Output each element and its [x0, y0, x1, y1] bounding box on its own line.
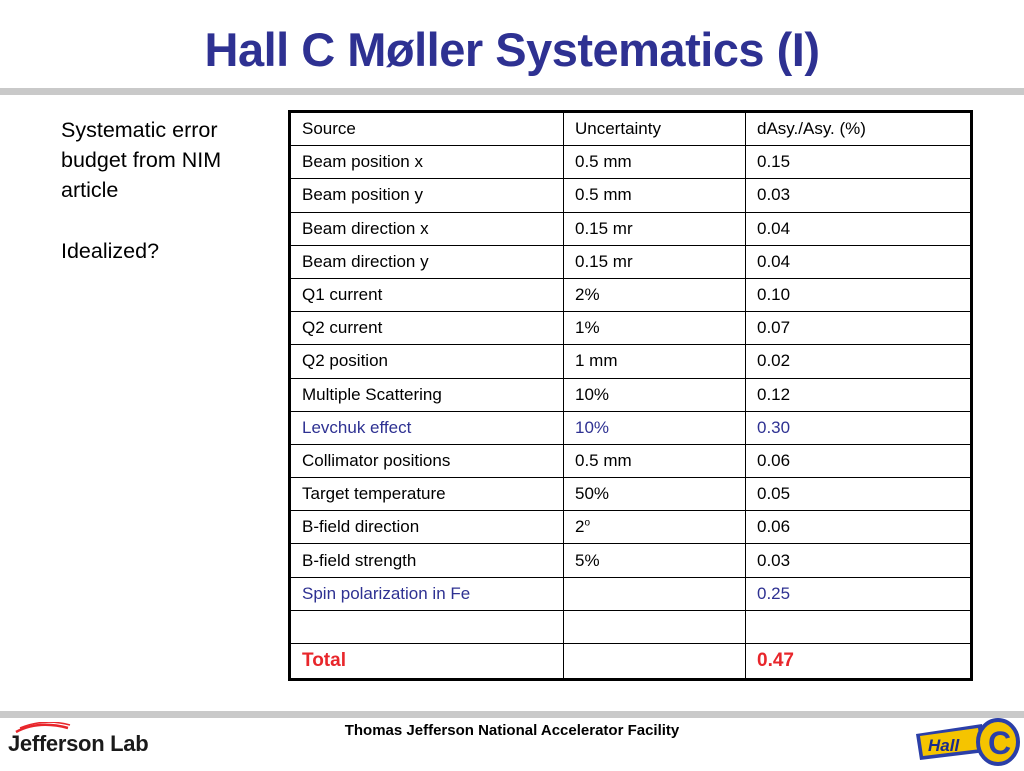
cell-uncertainty: 5%	[564, 544, 746, 577]
cell-source: Beam position y	[290, 179, 564, 212]
hall-c-logo	[912, 718, 1020, 766]
hall-c-logo-icon	[912, 718, 1020, 766]
cell-source: Q2 current	[290, 312, 564, 345]
table-row	[290, 511, 972, 544]
side-note-line: article	[61, 178, 119, 202]
cell-dasy: 0.04	[746, 212, 972, 245]
cell-source: B-field direction	[290, 511, 564, 544]
cell-dasy: 0.15	[746, 146, 972, 179]
jefferson-lab-text: Jefferson Lab	[8, 731, 149, 756]
cell-source: Q1 current	[290, 278, 564, 311]
cell-uncertainty: 2%	[564, 278, 746, 311]
cell-source: Beam direction y	[290, 245, 564, 278]
cell-uncertainty	[564, 643, 746, 679]
cell-source: Q2 position	[290, 345, 564, 378]
table-header-row	[290, 112, 972, 146]
cell-source: Levchuk effect	[290, 411, 564, 444]
cell-uncertainty	[564, 610, 746, 643]
top-divider	[0, 88, 1024, 95]
cell-uncertainty: 0.15 mr	[564, 212, 746, 245]
cell-source	[290, 610, 564, 643]
cell-uncertainty: 50%	[564, 478, 746, 511]
cell-uncertainty	[564, 511, 746, 544]
footer-facility-name: Thomas Jefferson National Accelerator Facility	[344, 722, 680, 739]
cell-dasy: 0.06	[746, 444, 972, 477]
cell-uncertainty	[564, 577, 746, 610]
table-row	[290, 478, 972, 511]
cell-uncertainty: 1%	[564, 312, 746, 345]
cell-source: Beam direction x	[290, 212, 564, 245]
header-dasy: dAsy./Asy. (%)	[746, 112, 972, 146]
cell-uncertainty: 0.5 mm	[564, 179, 746, 212]
table-row-total	[290, 643, 972, 679]
cell-dasy: 0.06	[746, 511, 972, 544]
cell-uncertainty: 0.5 mm	[564, 444, 746, 477]
table-row-highlight	[290, 411, 972, 444]
cell-dasy: 0.03	[746, 179, 972, 212]
header-uncertainty: Uncertainty	[564, 112, 746, 146]
side-note-line: budget from NIM	[61, 148, 222, 172]
cell-source: Target temperature	[290, 478, 564, 511]
cell-source: Beam position x	[290, 146, 564, 179]
cell-uncertainty: 0.5 mm	[564, 146, 746, 179]
degree-value: 2	[575, 517, 585, 537]
cell-dasy: 0.25	[746, 577, 972, 610]
table-row	[290, 179, 972, 212]
table-row	[290, 212, 972, 245]
cell-dasy: 0.10	[746, 278, 972, 311]
cell-dasy: 0.02	[746, 345, 972, 378]
cell-dasy: 0.30	[746, 411, 972, 444]
svg-text:Hall: Hall	[928, 736, 960, 755]
cell-uncertainty: 10%	[564, 411, 746, 444]
cell-source: Collimator positions	[290, 444, 564, 477]
table-row	[290, 278, 972, 311]
cell-uncertainty: 0.15 mr	[564, 245, 746, 278]
cell-dasy: 0.07	[746, 312, 972, 345]
table-row-empty	[290, 610, 972, 643]
cell-dasy: 0.04	[746, 245, 972, 278]
slide-title: Hall C Møller Systematics (I)	[204, 23, 820, 76]
cell-dasy: 0.05	[746, 478, 972, 511]
bottom-divider	[0, 711, 1024, 718]
cell-uncertainty: 10%	[564, 378, 746, 411]
header-source: Source	[290, 112, 564, 146]
table-row	[290, 378, 972, 411]
side-note-line: Systematic error	[61, 118, 218, 142]
table-row	[290, 444, 972, 477]
table-row	[290, 312, 972, 345]
cell-source: Spin polarization in Fe	[290, 577, 564, 610]
cell-source: B-field strength	[290, 544, 564, 577]
systematics-table	[288, 110, 973, 681]
table-row-highlight	[290, 577, 972, 610]
table-row	[290, 146, 972, 179]
side-note	[61, 115, 276, 266]
table-row	[290, 544, 972, 577]
cell-dasy	[746, 610, 972, 643]
svg-text:C: C	[988, 725, 1012, 761]
degree-superscript: o	[584, 517, 591, 529]
cell-dasy: 0.12	[746, 378, 972, 411]
table-row	[290, 345, 972, 378]
cell-total-value: 0.47	[746, 643, 972, 679]
cell-source: Multiple Scattering	[290, 378, 564, 411]
cell-total-label: Total	[290, 643, 564, 679]
table-row	[290, 245, 972, 278]
cell-uncertainty: 1 mm	[564, 345, 746, 378]
side-note-question: Idealized?	[61, 239, 160, 263]
cell-dasy: 0.03	[746, 544, 972, 577]
